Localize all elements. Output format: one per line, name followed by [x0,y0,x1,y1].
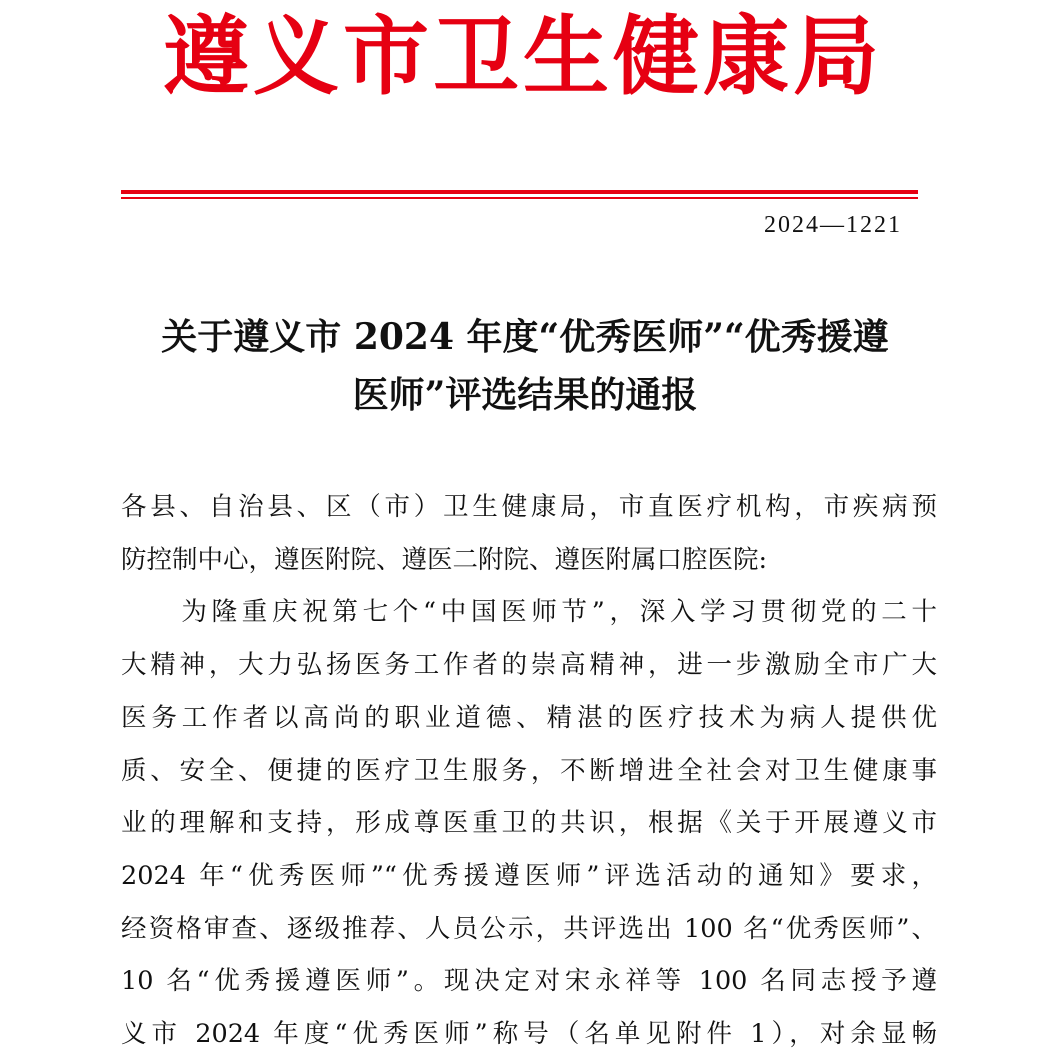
body-line: 大精神，大力弘扬医务工作者的崇高精神，进一步激励全市广大 [121,650,937,681]
body-line: 各县、自治县、区（市）卫生健康局，市直医疗机构，市疾病预 [121,492,937,522]
document-number: 2024—1221 [764,212,902,238]
body-line: 10 名“优秀援遵医师”。现决定对宋永祥等 100 名同志授予遵 [121,966,937,997]
body-line: 义市 2024 年度“优秀医师”称号（名单见附件 1），对余显畅 [121,1019,937,1050]
document-title [115,308,935,424]
red-divider-thin [121,197,918,199]
title-line-2: 医师”评选结果的通报 [352,374,698,416]
title-line-1: 关于遵义市 2024 年度“优秀医师”“优秀援遵 [161,316,889,358]
body-line: 业的理解和支持，形成尊医重卫的共识，根据《关于开展遵义市 [121,808,937,839]
body-line: 医务工作者以高尚的职业道德、精湛的医疗技术为病人提供优 [121,702,937,733]
body-line: 2024 年“优秀医师”“优秀援遵医师”评选活动的通知》要求， [121,860,937,891]
red-divider-thick [121,190,918,194]
body-line: 经资格审查、逐级推荐、人员公示，共评选出 100 名“优秀医师”、 [121,913,937,944]
masthead-title: 遵义市卫生健康局 [163,6,883,107]
body-line: 为隆重庆祝第七个“中国医师节”，深入学习贯彻党的二十 [121,597,937,628]
body-line: 防控制中心，遵医附院、遵医二附院、遵医附属口腔医院: [121,544,768,575]
document-body [121,481,937,1057]
body-line: 质、安全、便捷的医疗卫生服务，不断增进全社会对卫生健康事 [121,755,937,786]
